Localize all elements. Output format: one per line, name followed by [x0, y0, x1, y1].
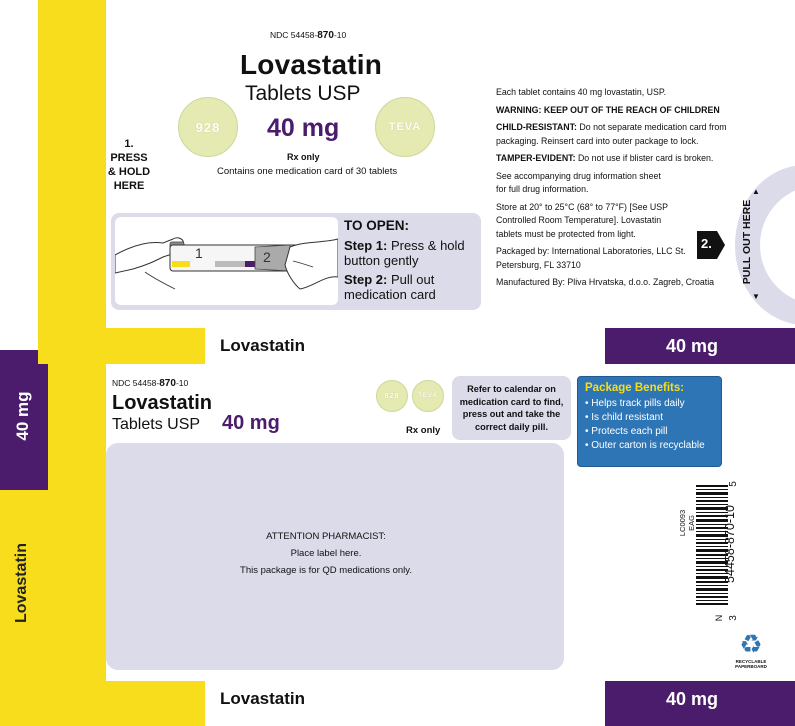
side-strength: 40 mg: [13, 391, 32, 441]
bottom-ndc: [112, 378, 188, 389]
press-hold-label: [106, 137, 152, 193]
pull-out-number: 2.: [701, 236, 712, 251]
info-storage: Store at 20° to 25°C (68° to 77°F) [See USP Controlled Room Temperature]. Lovastatin tablets must be protected from light.: [496, 201, 668, 239]
step-1-bold: Step 1:: [344, 237, 388, 253]
benefit-item-2-text: Is child resistant: [591, 412, 663, 423]
benefit-item-1: • Helps track pills daily: [585, 398, 685, 409]
bottom-pill-right: [412, 380, 444, 412]
pill-left: [178, 97, 238, 157]
open-illustration: [115, 217, 338, 305]
barcode-code-line-2: EAG: [687, 515, 696, 531]
info-line-1: Each tablet contains 40 mg lovastatin, USP.: [496, 87, 667, 97]
pill-right: [375, 97, 435, 157]
info-packaged: Packaged by: International Laboratories, LLC St. Petersburg, FL 33710: [496, 246, 686, 270]
info-tamper: [496, 152, 741, 166]
barcode-number: 54458-870-10: [723, 505, 737, 583]
bottom-ndc-prefix: NDC 54458-: [112, 378, 160, 388]
info-tamper-text: Do not use if blister card is broken.: [575, 153, 714, 163]
info-manufactured: Manufactured By: Pliva Hrvatska, d.o.o. Zagreb, Croatia: [496, 277, 715, 287]
pull-out-arrow-up-icon: ▲: [752, 187, 760, 196]
benefits-box: [577, 376, 722, 467]
side-drug-name: Lovastatin: [13, 543, 30, 624]
bottom-pill-left: [376, 380, 408, 412]
benefit-item-3-text: Protects each pill: [591, 426, 668, 437]
barcode-right-digit: 5: [728, 481, 739, 487]
refer-text: Refer to calendar on medication card to find, press out and take the correct daily pill.: [459, 384, 564, 432]
info-see: See accompanying drug information sheet for full drug information.: [496, 170, 661, 194]
bottom-drug-name: Lovastatin: [112, 392, 213, 414]
mid-band-strength: 40 mg: [666, 336, 719, 356]
benefit-item-1-text: Helps track pills daily: [591, 398, 685, 409]
benefit-item-4-text: Outer carton is recyclable: [591, 440, 705, 451]
benefit-item-4: • Outer carton is recyclable: [585, 440, 705, 451]
left-yellow-strip-top: [38, 0, 106, 350]
bottom-rx: Rx only: [406, 425, 441, 436]
benefits-title: Package Benefits:: [585, 382, 685, 394]
top-ndc-bold: 870: [317, 30, 334, 41]
open-instructions-text: [344, 218, 474, 303]
top-strength: 40 mg: [267, 114, 340, 142]
pull-out-arrow-down-icon: ▼: [752, 292, 760, 301]
top-form: Tablets USP: [245, 82, 361, 105]
recycle-label: RECYCLABLE PAPERBOARD: [735, 659, 767, 669]
bottom-band-strength: 40 mg: [666, 689, 719, 709]
bottom-strength: 40 mg: [222, 412, 280, 434]
pharmacist-line-2: Place label here.: [290, 548, 362, 559]
bottom-band-drug-name: Lovastatin: [220, 689, 306, 708]
pharmacist-line-3: This package is for QD medications only.: [240, 565, 412, 576]
pharmacist-title: ATTENTION PHARMACIST:: [266, 531, 386, 542]
press-hold-line-2: PRESS: [110, 152, 148, 164]
top-drug-name: Lovastatin: [240, 49, 383, 80]
step-1-text: Press & hold button gently: [344, 237, 465, 268]
open-step-1: [344, 238, 474, 269]
bottom-form: Tablets USP: [112, 416, 201, 433]
top-rx: Rx only: [287, 152, 320, 162]
bottom-pill-right-imprint: TEVA: [418, 393, 438, 399]
press-hold-line-4: HERE: [113, 180, 145, 192]
benefit-item-2: • Is child resistant: [585, 412, 663, 423]
step-2-text: Pull out medication card: [344, 271, 436, 302]
barcode-left-digit: 3: [728, 615, 739, 621]
illus-num-1: 1: [195, 245, 203, 261]
recycle-icon: ♻: [739, 629, 763, 659]
mid-band-drug-name: Lovastatin: [220, 336, 306, 355]
benefit-item-3: • Protects each pill: [585, 426, 668, 437]
top-ndc-prefix: NDC 54458-: [270, 30, 318, 40]
barcode-code-line-1: LC0093: [678, 509, 687, 537]
left-yellow-strip-bottom: [38, 350, 106, 726]
bottom-ndc-bold: 870: [159, 378, 176, 389]
hand-card-illustration: [115, 217, 338, 305]
barcode-top-digit: N: [714, 614, 724, 622]
open-step-2: [344, 272, 474, 303]
pharmacist-text: [106, 528, 546, 579]
step-2-bold: Step 2:: [344, 271, 388, 287]
bottom-ndc-suffix: -10: [175, 378, 189, 388]
bottom-pill-left-imprint: 928: [384, 392, 400, 400]
info-child-text: Do not separate medication card from packaging. Reinsert card into outer package to lock.: [496, 122, 727, 146]
info-warning: WARNING: KEEP OUT OF THE REACH OF CHILDREN: [496, 104, 720, 115]
top-ndc: [270, 30, 346, 41]
illus-num-2: 2: [263, 249, 271, 265]
press-hold-line-3: & HOLD: [107, 166, 151, 178]
pull-out-text: PULL OUT HERE: [741, 199, 753, 285]
refer-box: [452, 376, 571, 440]
info-child-bold: CHILD-RESISTANT:: [496, 122, 577, 132]
pill-right-imprint: TEVA: [388, 121, 422, 133]
top-ndc-suffix: -10: [333, 30, 347, 40]
open-title: TO OPEN:: [344, 218, 410, 233]
info-tamper-bold: TAMPER-EVIDENT:: [496, 153, 576, 163]
info-child: [496, 121, 741, 148]
press-hold-line-1: 1.: [124, 138, 134, 150]
pill-left-imprint: 928: [195, 119, 221, 135]
top-contents: Contains one medication card of 30 tablets: [217, 166, 398, 177]
